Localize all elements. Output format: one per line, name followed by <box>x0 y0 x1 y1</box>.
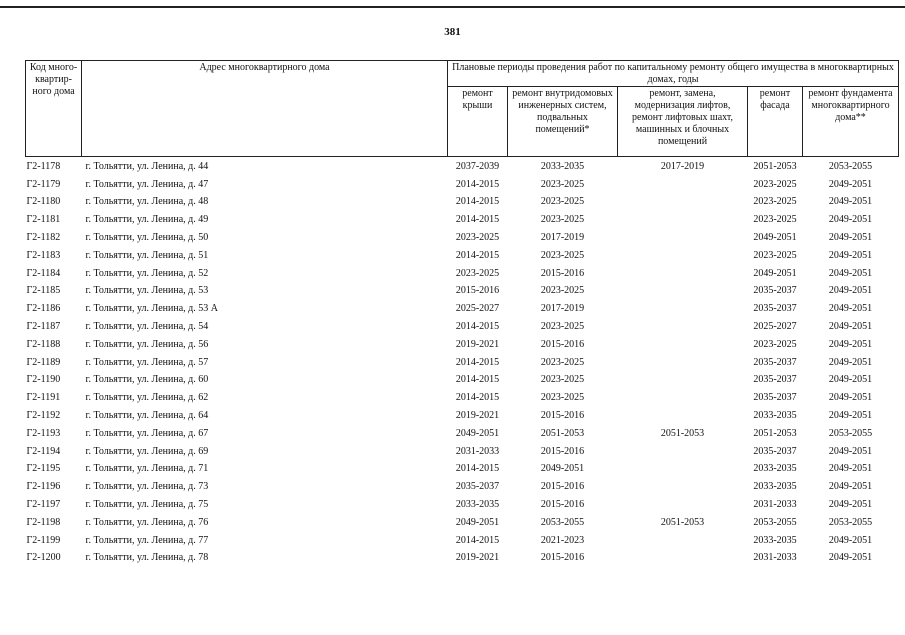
table-row <box>26 514 899 532</box>
foundation-period-cell: 2049-2051 <box>828 232 873 244</box>
table-row <box>26 300 899 318</box>
foundation-period-cell: 2049-2051 <box>828 285 873 297</box>
facade-period-cell: 2035-2037 <box>753 392 797 404</box>
roof-period-cell: 2014-2015 <box>455 196 500 208</box>
code-cell: Г2-1183 <box>26 249 61 261</box>
table-row <box>26 194 899 212</box>
table-row <box>26 157 899 176</box>
header-periods: Плановые периоды проведения работ по капитальному ремонту общего имущества в многоквартирных домах, годы <box>448 61 899 87</box>
facade-period-cell: 2033-2035 <box>753 481 797 493</box>
lifts-period-cell <box>618 443 748 461</box>
header-foundation: ремонт фундамента многоквартирного дома** <box>803 87 899 157</box>
code-cell: Г2-1179 <box>26 178 61 190</box>
lifts-period-cell <box>618 461 748 479</box>
lifts-period-cell <box>618 354 748 372</box>
table-row <box>26 532 899 550</box>
address-cell: г. Тольятти, ул. Ленина, д. 78 <box>85 552 209 564</box>
table-row <box>26 478 899 496</box>
table-row <box>26 283 899 301</box>
systems-period-cell: 2023-2025 <box>540 374 585 386</box>
header-row-top <box>26 61 899 87</box>
foundation-period-cell: 2049-2051 <box>828 410 873 422</box>
address-cell: г. Тольятти, ул. Ленина, д. 77 <box>85 534 209 546</box>
foundation-period-cell: 2049-2051 <box>828 552 873 564</box>
table-row <box>26 372 899 390</box>
systems-period-cell: 2015-2016 <box>540 338 585 350</box>
systems-period-cell: 2053-2055 <box>540 516 585 528</box>
foundation-period-cell: 2053-2055 <box>828 427 873 439</box>
facade-period-cell: 2049-2051 <box>753 232 797 244</box>
code-cell: Г2-1184 <box>26 267 61 279</box>
systems-period-cell: 2015-2016 <box>540 410 585 422</box>
address-cell: г. Тольятти, ул. Ленина, д. 71 <box>85 463 209 475</box>
facade-period-cell: 2031-2033 <box>753 552 797 564</box>
code-cell: Г2-1196 <box>26 481 61 493</box>
code-cell: Г2-1181 <box>26 214 61 226</box>
facade-period-cell: 2023-2025 <box>753 178 797 190</box>
roof-period-cell: 2031-2033 <box>455 445 500 457</box>
roof-period-cell: 2014-2015 <box>455 374 500 386</box>
address-cell: г. Тольятти, ул. Ленина, д. 67 <box>85 427 209 439</box>
header-facade: ремонт фасада <box>748 87 803 157</box>
roof-period-cell: 2019-2021 <box>455 552 500 564</box>
code-cell: Г2-1180 <box>26 196 61 208</box>
foundation-period-cell: 2049-2051 <box>828 303 873 315</box>
systems-period-cell: 2015-2016 <box>540 552 585 564</box>
systems-period-cell: 2023-2025 <box>540 321 585 333</box>
table-row <box>26 425 899 443</box>
lifts-period-cell <box>618 247 748 265</box>
lifts-period-cell: 2051-2053 <box>660 516 705 528</box>
code-cell: Г2-1187 <box>26 321 61 333</box>
systems-period-cell: 2023-2025 <box>540 392 585 404</box>
code-cell: Г2-1178 <box>26 160 61 172</box>
table-row <box>26 443 899 461</box>
address-cell: г. Тольятти, ул. Ленина, д. 53 <box>85 285 209 297</box>
foundation-period-cell: 2049-2051 <box>828 534 873 546</box>
facade-period-cell: 2033-2035 <box>753 534 797 546</box>
code-cell: Г2-1182 <box>26 232 61 244</box>
roof-period-cell: 2014-2015 <box>455 534 500 546</box>
address-cell: г. Тольятти, ул. Ленина, д. 60 <box>85 374 209 386</box>
code-cell: Г2-1193 <box>26 427 61 439</box>
address-cell: г. Тольятти, ул. Ленина, д. 73 <box>85 481 209 493</box>
address-cell: г. Тольятти, ул. Ленина, д. 54 <box>85 321 209 333</box>
roof-period-cell: 2014-2015 <box>455 178 500 190</box>
table-row <box>26 247 899 265</box>
foundation-period-cell: 2049-2051 <box>828 356 873 368</box>
table-row <box>26 176 899 194</box>
code-cell: Г2-1200 <box>26 552 61 564</box>
roof-period-cell: 2014-2015 <box>455 392 500 404</box>
foundation-period-cell: 2049-2051 <box>828 499 873 511</box>
roof-period-cell: 2014-2015 <box>455 214 500 226</box>
facade-period-cell: 2035-2037 <box>753 356 797 368</box>
address-cell: г. Тольятти, ул. Ленина, д. 76 <box>85 516 209 528</box>
systems-period-cell: 2023-2025 <box>540 196 585 208</box>
foundation-period-cell: 2049-2051 <box>828 463 873 475</box>
foundation-period-cell: 2049-2051 <box>828 267 873 279</box>
foundation-period-cell: 2049-2051 <box>828 392 873 404</box>
systems-period-cell: 2023-2025 <box>540 285 585 297</box>
lifts-period-cell <box>618 336 748 354</box>
address-cell: г. Тольятти, ул. Ленина, д. 75 <box>85 499 209 511</box>
address-cell: г. Тольятти, ул. Ленина, д. 52 <box>85 267 209 279</box>
address-cell: г. Тольятти, ул. Ленина, д. 62 <box>85 392 209 404</box>
lifts-period-cell: 2017-2019 <box>660 160 705 172</box>
lifts-period-cell <box>618 283 748 301</box>
facade-period-cell: 2023-2025 <box>753 196 797 208</box>
roof-period-cell: 2025-2027 <box>455 303 500 315</box>
facade-period-cell: 2035-2037 <box>753 303 797 315</box>
systems-period-cell: 2049-2051 <box>540 463 585 475</box>
header-address: Адрес многоквартирного дома <box>82 61 448 157</box>
code-cell: Г2-1190 <box>26 374 61 386</box>
header-code: Код много-квартир-ного дома <box>26 61 82 157</box>
table-row <box>26 496 899 514</box>
lifts-period-cell <box>618 176 748 194</box>
systems-period-cell: 2021-2023 <box>540 534 585 546</box>
roof-period-cell: 2014-2015 <box>455 249 500 261</box>
facade-period-cell: 2035-2037 <box>753 285 797 297</box>
lifts-period-cell <box>618 478 748 496</box>
lifts-period-cell <box>618 372 748 390</box>
lifts-period-cell <box>618 211 748 229</box>
top-rule <box>0 6 905 8</box>
address-cell: г. Тольятти, ул. Ленина, д. 49 <box>85 214 209 226</box>
code-cell: Г2-1191 <box>26 392 61 404</box>
table-row <box>26 265 899 283</box>
lifts-period-cell <box>618 265 748 283</box>
code-cell: Г2-1197 <box>26 499 61 511</box>
foundation-period-cell: 2053-2055 <box>828 160 873 172</box>
roof-period-cell: 2014-2015 <box>455 321 500 333</box>
lifts-period-cell <box>618 229 748 247</box>
facade-period-cell: 2031-2033 <box>753 499 797 511</box>
roof-period-cell: 2014-2015 <box>455 463 500 475</box>
foundation-period-cell: 2049-2051 <box>828 196 873 208</box>
roof-period-cell: 2015-2016 <box>455 285 500 297</box>
lifts-period-cell: 2051-2053 <box>660 427 705 439</box>
table-row <box>26 550 899 568</box>
roof-period-cell: 2019-2021 <box>455 338 500 350</box>
code-cell: Г2-1189 <box>26 356 61 368</box>
table-body <box>26 157 899 568</box>
foundation-period-cell: 2049-2051 <box>828 338 873 350</box>
lifts-period-cell <box>618 389 748 407</box>
table-row <box>26 461 899 479</box>
foundation-period-cell: 2049-2051 <box>828 481 873 493</box>
code-cell: Г2-1198 <box>26 516 61 528</box>
systems-period-cell: 2015-2016 <box>540 445 585 457</box>
address-cell: г. Тольятти, ул. Ленина, д. 56 <box>85 338 209 350</box>
address-cell: г. Тольятти, ул. Ленина, д. 64 <box>85 410 209 422</box>
header-lifts: ремонт, замена, модернизация лифтов, ремонт лифтовых шахт, машинных и блочных помещений <box>618 87 748 157</box>
systems-period-cell: 2033-2035 <box>540 160 585 172</box>
address-cell: г. Тольятти, ул. Ленина, д. 47 <box>85 178 209 190</box>
roof-period-cell: 2019-2021 <box>455 410 500 422</box>
address-cell: г. Тольятти, ул. Ленина, д. 51 <box>85 249 209 261</box>
foundation-period-cell: 2049-2051 <box>828 178 873 190</box>
roof-period-cell: 2023-2025 <box>455 232 500 244</box>
facade-period-cell: 2023-2025 <box>753 338 797 350</box>
foundation-period-cell: 2049-2051 <box>828 445 873 457</box>
facade-period-cell: 2033-2035 <box>753 463 797 475</box>
address-cell: г. Тольятти, ул. Ленина, д. 48 <box>85 196 209 208</box>
systems-period-cell: 2023-2025 <box>540 249 585 261</box>
lifts-period-cell <box>618 300 748 318</box>
foundation-period-cell: 2049-2051 <box>828 321 873 333</box>
lifts-period-cell <box>618 318 748 336</box>
address-cell: г. Тольятти, ул. Ленина, д. 69 <box>85 445 209 457</box>
systems-period-cell: 2051-2053 <box>540 427 585 439</box>
code-cell: Г2-1185 <box>26 285 61 297</box>
systems-period-cell: 2023-2025 <box>540 356 585 368</box>
systems-period-cell: 2015-2016 <box>540 481 585 493</box>
roof-period-cell: 2014-2015 <box>455 356 500 368</box>
lifts-period-cell <box>618 194 748 212</box>
systems-period-cell: 2015-2016 <box>540 499 585 511</box>
table-row <box>26 407 899 425</box>
table-row <box>26 318 899 336</box>
foundation-period-cell: 2049-2051 <box>828 249 873 261</box>
table-row <box>26 336 899 354</box>
facade-period-cell: 2025-2027 <box>753 321 797 333</box>
systems-period-cell: 2015-2016 <box>540 267 585 279</box>
code-cell: Г2-1192 <box>26 410 61 422</box>
table-row <box>26 354 899 372</box>
lifts-period-cell <box>618 407 748 425</box>
facade-period-cell: 2035-2037 <box>753 445 797 457</box>
facade-period-cell: 2049-2051 <box>753 267 797 279</box>
facade-period-cell: 2023-2025 <box>753 214 797 226</box>
roof-period-cell: 2033-2035 <box>455 499 500 511</box>
facade-period-cell: 2051-2053 <box>753 427 797 439</box>
lifts-period-cell <box>618 532 748 550</box>
table-row <box>26 211 899 229</box>
facade-period-cell: 2035-2037 <box>753 374 797 386</box>
systems-period-cell: 2017-2019 <box>540 303 585 315</box>
roof-period-cell: 2035-2037 <box>455 481 500 493</box>
systems-period-cell: 2017-2019 <box>540 232 585 244</box>
systems-period-cell: 2023-2025 <box>540 178 585 190</box>
address-cell: г. Тольятти, ул. Ленина, д. 44 <box>85 160 209 172</box>
capital-repair-schedule-table <box>25 60 899 567</box>
lifts-period-cell <box>618 550 748 568</box>
header-roof: ремонт крыши <box>448 87 508 157</box>
code-cell: Г2-1194 <box>26 445 61 457</box>
facade-period-cell: 2023-2025 <box>753 249 797 261</box>
address-cell: г. Тольятти, ул. Ленина, д. 57 <box>85 356 209 368</box>
roof-period-cell: 2037-2039 <box>455 160 500 172</box>
page-number: 381 <box>444 26 461 38</box>
code-cell: Г2-1186 <box>26 303 61 315</box>
roof-period-cell: 2049-2051 <box>455 516 500 528</box>
code-cell: Г2-1195 <box>26 463 61 475</box>
table-row <box>26 389 899 407</box>
code-cell: Г2-1188 <box>26 338 61 350</box>
foundation-period-cell: 2053-2055 <box>828 516 873 528</box>
address-cell: г. Тольятти, ул. Ленина, д. 50 <box>85 232 209 244</box>
lifts-period-cell <box>618 496 748 514</box>
facade-period-cell: 2053-2055 <box>753 516 797 528</box>
foundation-period-cell: 2049-2051 <box>828 374 873 386</box>
roof-period-cell: 2049-2051 <box>455 427 500 439</box>
address-cell: г. Тольятти, ул. Ленина, д. 53 А <box>85 303 218 315</box>
facade-period-cell: 2051-2053 <box>753 160 797 172</box>
code-cell: Г2-1199 <box>26 534 61 546</box>
header-systems: ремонт внутридомовых инженерных систем, подвальных помещений* <box>508 87 618 157</box>
foundation-period-cell: 2049-2051 <box>828 214 873 226</box>
table-row <box>26 229 899 247</box>
facade-period-cell: 2033-2035 <box>753 410 797 422</box>
roof-period-cell: 2023-2025 <box>455 267 500 279</box>
systems-period-cell: 2023-2025 <box>540 214 585 226</box>
